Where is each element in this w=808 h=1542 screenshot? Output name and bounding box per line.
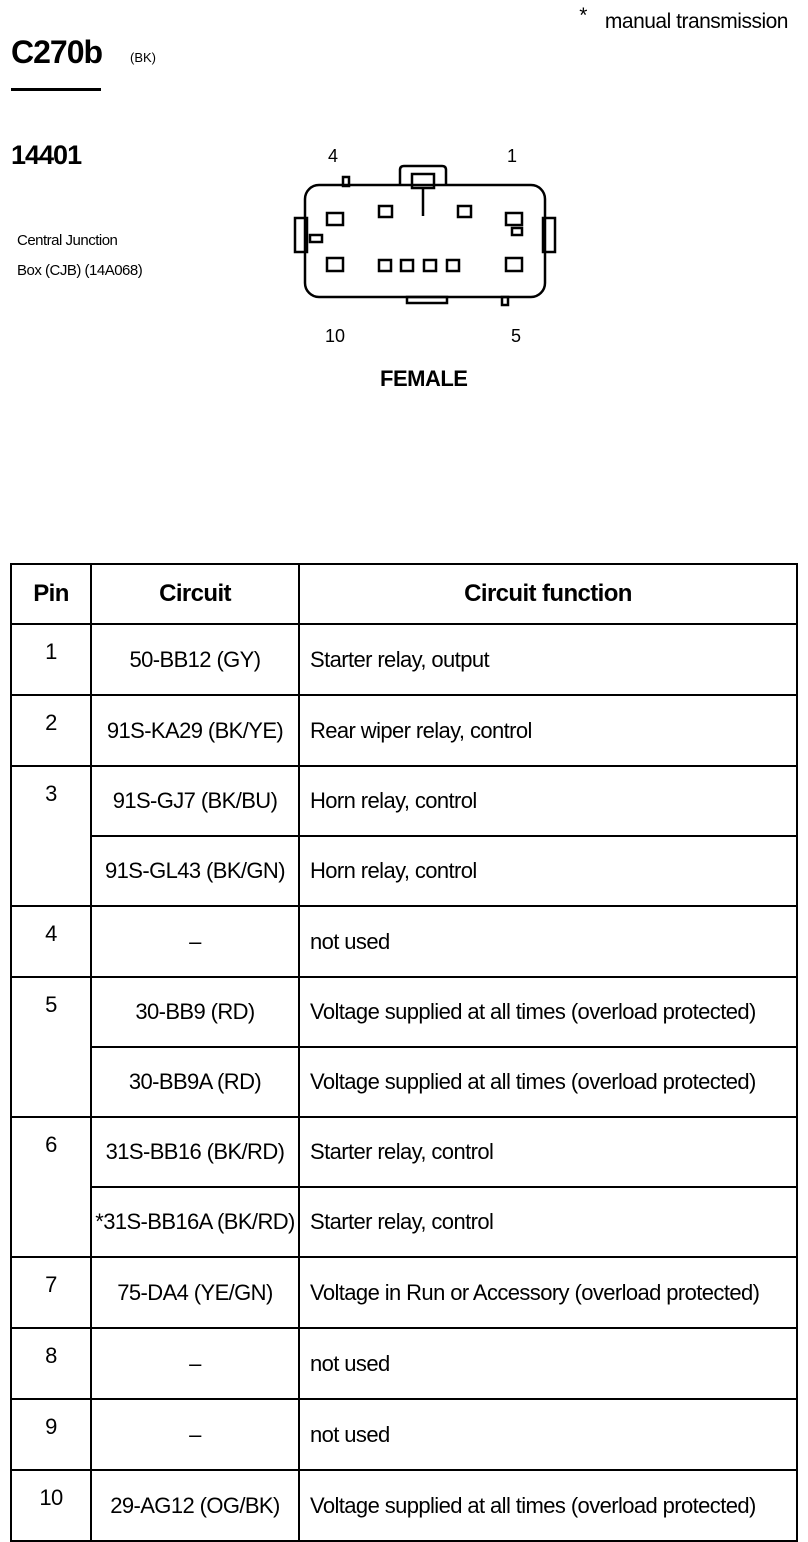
part-number: 14401 [11,140,82,170]
table-row [11,1117,797,1187]
footnote-text: manual transmission [604,10,788,33]
connector-description [17,226,142,286]
circuit-cell: 91S-GL43 (BK/GN) [91,836,299,906]
pinout-table [10,563,798,1542]
footnote [579,4,788,34]
table-row [11,1187,797,1257]
function-cell: not used [299,1328,797,1399]
circuit-cell: 50-BB12 (GY) [91,624,299,695]
function-cell: Voltage supplied at all times (overload protected) [299,1047,797,1117]
table-row [11,1470,797,1541]
pin-label-bottom-left: 10 [325,326,346,346]
pin-cell [11,1047,91,1117]
header-circuit-function: Circuit function [299,564,797,624]
function-cell: Voltage supplied at all times (overload protected) [299,1470,797,1541]
function-cell: Horn relay, control [299,766,797,836]
function-cell: Voltage supplied at all times (overload protected) [299,977,797,1047]
pin-cell: 9 [11,1399,91,1470]
function-cell: not used [299,906,797,977]
table-row [11,977,797,1047]
pin-cell [11,836,91,906]
table-header-row [11,564,797,624]
table-row [11,836,797,906]
table-row [11,1047,797,1117]
circuit-cell: 91S-KA29 (BK/YE) [91,695,299,766]
table-row [11,1399,797,1470]
pin-cell: 7 [11,1257,91,1328]
circuit-cell: 75-DA4 (YE/GN) [91,1257,299,1328]
table-row [11,766,797,836]
pin-cell: 3 [11,766,91,836]
footnote-symbol: * [579,4,587,27]
table-row [11,906,797,977]
pin-cell: 5 [11,977,91,1047]
header-circuit: Circuit [91,564,299,624]
circuit-cell: 30-BB9A (RD) [91,1047,299,1117]
pin-label-top-right: 1 [507,146,518,166]
connector-face-diagram [290,140,560,320]
circuit-cell: 91S-GJ7 (BK/BU) [91,766,299,836]
pin-cell: 1 [11,624,91,695]
pin-cell: 4 [11,906,91,977]
description-line-1: Central Junction [17,232,118,249]
table-row [11,624,797,695]
pin-label-bottom-right: 5 [511,326,522,346]
circuit-cell: – [91,906,299,977]
table-row [11,1257,797,1328]
function-cell: Voltage in Run or Accessory (overload protected) [299,1257,797,1328]
circuit-cell: *31S-BB16A (BK/RD) [91,1187,299,1257]
pin-cell: 10 [11,1470,91,1541]
header-pin: Pin [11,564,91,624]
function-cell: not used [299,1399,797,1470]
connector-color: (BK) [130,50,156,65]
table-row [11,1328,797,1399]
circuit-cell: 31S-BB16 (BK/RD) [91,1117,299,1187]
function-cell: Rear wiper relay, control [299,695,797,766]
function-cell: Horn relay, control [299,836,797,906]
pin-cell: 2 [11,695,91,766]
pin-label-top-left: 4 [328,146,339,166]
pin-cell: 8 [11,1328,91,1399]
table-row [11,695,797,766]
connector-id: C270b [11,34,103,70]
connector-gender: FEMALE [380,366,468,391]
title-underline [11,88,101,91]
pin-cell: 6 [11,1117,91,1187]
circuit-cell: – [91,1399,299,1470]
function-cell: Starter relay, control [299,1117,797,1187]
function-cell: Starter relay, control [299,1187,797,1257]
circuit-cell: 30-BB9 (RD) [91,977,299,1047]
circuit-cell: 29-AG12 (OG/BK) [91,1470,299,1541]
function-cell: Starter relay, output [299,624,797,695]
circuit-cell: – [91,1328,299,1399]
pin-cell [11,1187,91,1257]
description-line-2: Box (CJB) (14A068) [17,262,143,279]
